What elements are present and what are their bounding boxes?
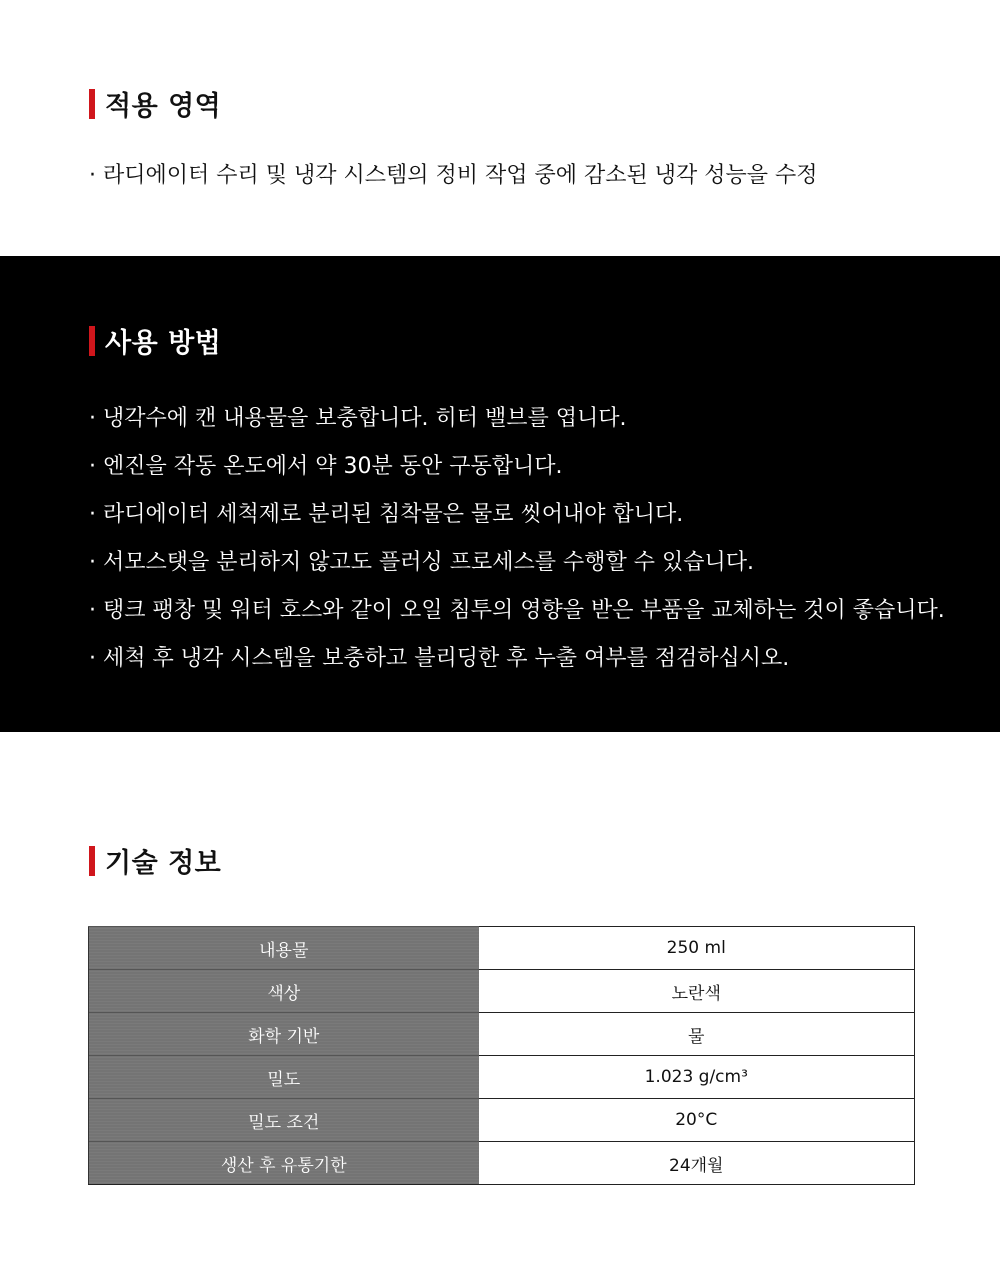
usage-step: · 라디에이터 세척제로 분리된 침착물은 물로 씻어내야 합니다.	[89, 502, 684, 527]
table-row	[89, 970, 915, 1013]
application-description: · 라디에이터 수리 및 냉각 시스템의 정비 작업 중에 감소된 냉각 성능을 수정	[89, 163, 818, 188]
application-heading-text: 적용 영역	[105, 91, 222, 122]
heading-accent-bar	[89, 846, 95, 876]
heading-accent-bar	[89, 89, 95, 119]
spec-label: 화학 기반	[89, 1013, 479, 1056]
usage-step: · 탱크 팽창 및 워터 호스와 같이 오일 침투의 영향을 받은 부품을 교체하는 것이 좋습니다.	[89, 598, 945, 623]
spec-label: 밀도 조건	[89, 1099, 479, 1142]
spec-label: 내용물	[89, 927, 479, 970]
technical-heading	[89, 841, 221, 880]
table-row	[89, 927, 915, 970]
spec-label: 생산 후 유통기한	[89, 1142, 479, 1185]
usage-steps-list	[89, 402, 945, 690]
table-row	[89, 1056, 915, 1099]
usage-step: · 세척 후 냉각 시스템을 보충하고 블리딩한 후 누출 여부를 점검하십시오.	[89, 646, 790, 671]
spec-label: 색상	[89, 970, 479, 1013]
table-row	[89, 1142, 915, 1185]
spec-label: 밀도	[89, 1056, 479, 1099]
spec-value: 1.023 g/cm³	[479, 1056, 915, 1099]
application-section	[0, 0, 1000, 256]
spec-value: 250 ml	[479, 927, 915, 970]
spec-table	[88, 926, 915, 1185]
usage-heading-text: 사용 방법	[105, 328, 222, 359]
usage-step: · 냉각수에 캔 내용물을 보충합니다. 히터 밸브를 엽니다.	[89, 406, 627, 431]
spec-value: 24개월	[479, 1142, 915, 1185]
application-heading	[89, 84, 221, 123]
table-row	[89, 1013, 915, 1056]
technical-heading-text: 기술 정보	[105, 848, 222, 879]
usage-step: · 엔진을 작동 온도에서 약 30분 동안 구동합니다.	[89, 454, 563, 479]
spec-value: 20°C	[479, 1099, 915, 1142]
spec-value: 노란색	[479, 970, 915, 1013]
usage-section	[0, 256, 1000, 732]
technical-info-section	[0, 732, 1000, 1266]
usage-step: · 서모스탯을 분리하지 않고도 플러싱 프로세스를 수행할 수 있습니다.	[89, 550, 754, 575]
heading-accent-bar	[89, 326, 95, 356]
table-row	[89, 1099, 915, 1142]
usage-heading	[89, 321, 221, 360]
spec-value: 물	[479, 1013, 915, 1056]
